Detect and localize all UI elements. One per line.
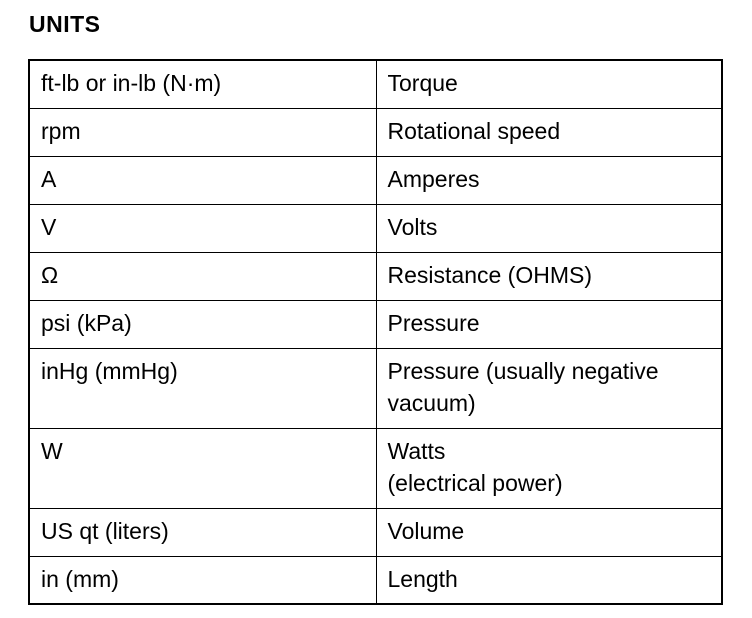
unit-cell: A [29,156,376,204]
meaning-cell: Watts (electrical power) [376,428,722,508]
units-table-body [29,60,722,604]
table-row [29,348,722,428]
table-row [29,156,722,204]
table-row [29,300,722,348]
table-row [29,556,722,604]
unit-cell: Ω [29,252,376,300]
meaning-cell: Pressure [376,300,722,348]
table-row [29,108,722,156]
meaning-cell: Torque [376,60,722,108]
table-row [29,60,722,108]
unit-cell: in (mm) [29,556,376,604]
unit-cell: ft-lb or in-lb (N·m) [29,60,376,108]
table-row [29,204,722,252]
meaning-cell: Pressure (usually negative vacuum) [376,348,722,428]
unit-cell: W [29,428,376,508]
meaning-cell: Resistance (OHMS) [376,252,722,300]
unit-cell: rpm [29,108,376,156]
table-row [29,428,722,508]
unit-cell: V [29,204,376,252]
meaning-cell: Amperes [376,156,722,204]
meaning-cell: Volts [376,204,722,252]
page-title: UNITS [29,11,101,37]
unit-cell: US qt (liters) [29,508,376,556]
table-row [29,508,722,556]
units-table [28,59,723,605]
meaning-cell: Volume [376,508,722,556]
table-row [29,252,722,300]
unit-cell: psi (kPa) [29,300,376,348]
meaning-cell: Rotational speed [376,108,722,156]
unit-cell: inHg (mmHg) [29,348,376,428]
meaning-cell: Length [376,556,722,604]
